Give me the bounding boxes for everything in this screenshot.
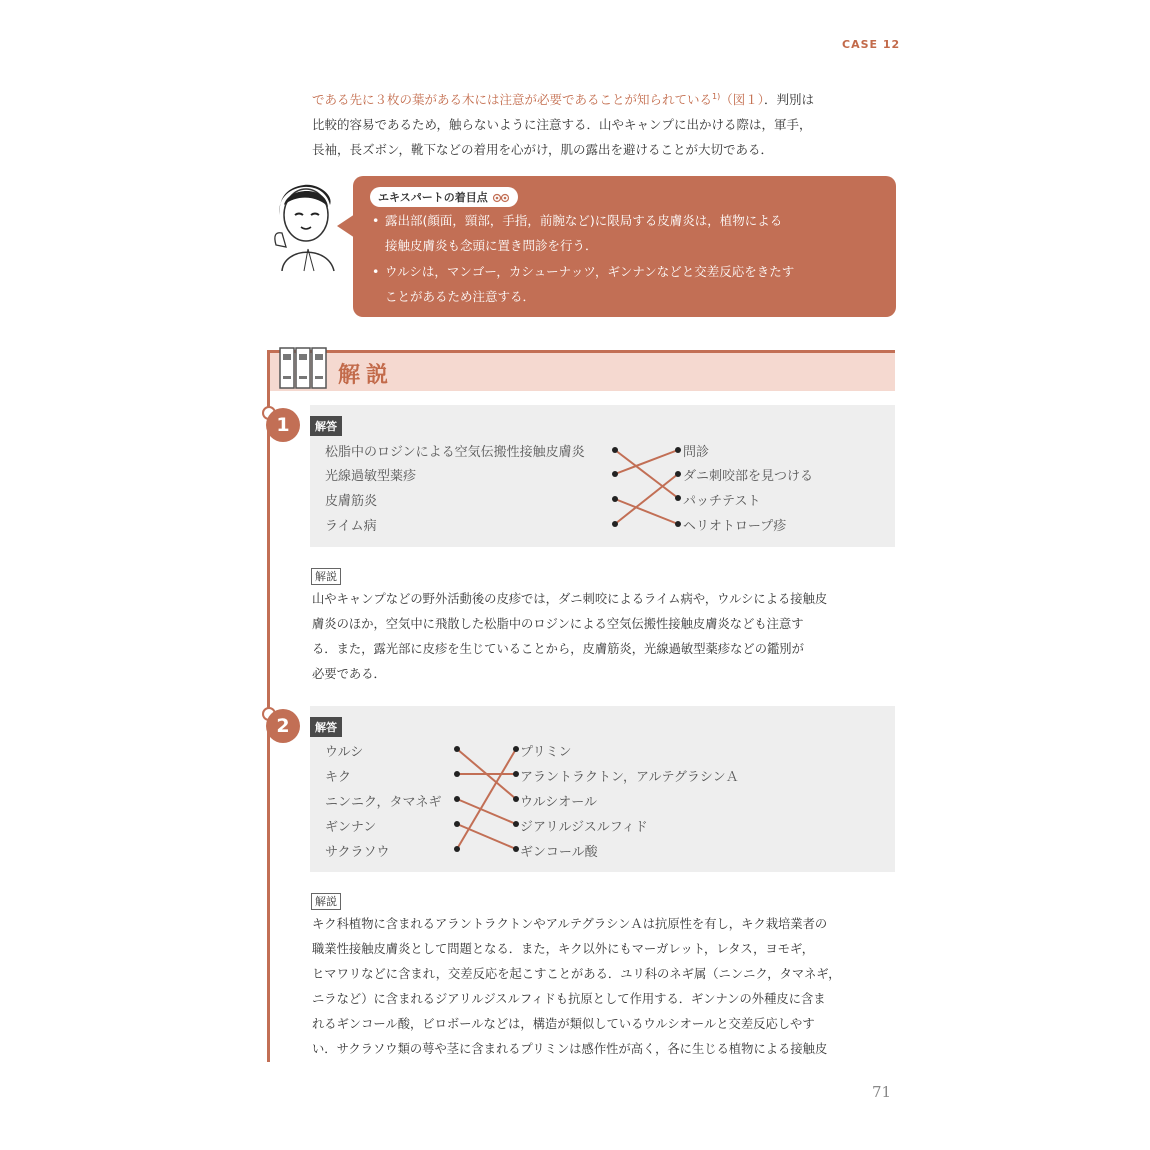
intro-line-2: 比較的容易であるため，触らないように注意する．山やキャンプに出かける際は，軍手， [312, 117, 812, 133]
answer-2-number: 2 [266, 709, 300, 743]
expl-2-line-3: ヒマワリなどに含まれ，交差反応を起こすことがある．ユリ科のネギ属（ニンニク，タマネギ， [312, 967, 841, 981]
answer-2-expl-label: 解説 [311, 893, 341, 910]
expert-item-1-line-2: 接触皮膚炎も念頭に置き問診を行う． [385, 238, 598, 253]
expert-tag [370, 187, 518, 207]
figure-ref: （図１） [720, 92, 764, 108]
match-2-right-5: ギンコール酸 [520, 845, 598, 860]
bullet: • [372, 264, 380, 279]
intro-paragraph [312, 84, 898, 162]
expl-2-line-5: れるギンコール酸，ビロボールなどは，構造が類似しているウルシオールと交差反応しやす [312, 1017, 815, 1031]
match-1-left-2: 光線過敏型薬疹 [325, 469, 417, 484]
expert-item-1 [372, 208, 887, 258]
bullet: • [372, 213, 380, 228]
footnote-ref: 1) [712, 92, 721, 101]
section-top-rule [268, 350, 895, 353]
match-1-left-3: 皮膚筋炎 [325, 494, 378, 509]
answer-2-panel [310, 706, 895, 872]
match-1-right-3: パッチテスト [683, 494, 761, 509]
books-icon [278, 344, 330, 390]
case-label: CASE 12 [842, 38, 901, 51]
match-1-left-1: 松脂中のロジンによる空気伝搬性接触皮膚炎 [325, 445, 585, 460]
intro-highlight: である先に３枚の葉がある木には注意が必要であることが知られている [312, 92, 713, 108]
answer-1-connector-lines [600, 440, 690, 540]
match-2-right-2: アラントラクトン，アルテグラシンＡ [520, 770, 739, 785]
expert-item-2 [372, 259, 887, 309]
expert-tag-label: エキスパートの着目点 [378, 191, 488, 204]
match-2-left-4: ギンナン [325, 820, 377, 835]
expert-item-1-line-1: 露出部(顔面，頸部，手指，前腕など)に限局する皮膚炎は，植物による [385, 213, 783, 228]
intro-line-1-rest: ．判別は [764, 92, 815, 108]
page-number: 71 [872, 1083, 892, 1101]
expl-1-line-1: 山やキャンプなどの野外活動後の皮疹では，ダニ刺咬によるライム病や，ウルシによる接触皮 [312, 592, 828, 606]
match-1-right-1: 問診 [683, 445, 710, 460]
expl-1-line-3: る．また，露光部に皮疹を生じていることから，皮膚筋炎，光線過敏型薬疹などの鑑別が [312, 642, 804, 656]
expl-1-line-4: 必要である． [312, 667, 386, 681]
match-2-left-1: ウルシ [325, 745, 364, 760]
match-2-right-3: ウルシオール [520, 795, 598, 810]
expl-1-line-2: 膚炎のほか，空気中に飛散した松脂中のロジンによる空気伝搬性接触皮膚炎なども注意す [312, 617, 804, 631]
match-1-right-4: ヘリオトロープ疹 [683, 519, 787, 534]
doctor-avatar [268, 175, 348, 275]
expl-2-line-4: ニラなど）に含まれるジアリルジスルフィドも抗原として作用する．ギンナンの外種皮に含ま [312, 992, 826, 1006]
intro-line-3: 長袖，長ズボン，靴下などの着用を心がけ，肌の露出を避けることが大切である． [312, 142, 774, 158]
answer-2-label: 解答 [310, 717, 342, 737]
eyes-icon [492, 193, 510, 203]
match-2-right-4: ジアリルジスルフィド [520, 820, 648, 835]
match-2-left-2: キク [325, 770, 352, 785]
match-2-right-1: プリミン [520, 745, 572, 760]
match-1-left-4: ライム病 [325, 519, 377, 534]
answer-2-explanation [312, 912, 898, 1062]
answer-1-expl-label: 解説 [311, 568, 341, 585]
match-2-left-5: サクラソウ [325, 845, 390, 860]
expl-2-line-2: 職業性接触皮膚炎として問題となる．また，キク以外にもマーガレット，レタス，ヨモギ， [312, 942, 815, 956]
expl-2-line-1: キク科植物に含まれるアラントラクトンやアルテグラシンＡは抗原性を有し，キク栽培業者の [312, 917, 828, 931]
expert-item-2-line-1: ウルシは，マンゴー，カシューナッツ，ギンナンなどと交差反応をきたす [385, 264, 795, 279]
section-side-rule [267, 350, 270, 1062]
expl-2-line-6: い．サクラソウ類の萼や茎に含まれるプリミンは感作性が高く，各に生じる植物による接触皮 [312, 1042, 828, 1056]
answer-2-connector-lines [445, 740, 525, 860]
match-1-right-2: ダニ刺咬部を見つける [683, 469, 814, 484]
answer-1-number: 1 [266, 408, 300, 442]
answer-1-label: 解答 [310, 416, 342, 436]
expert-item-2-line-2: ことがあるため注意する． [385, 289, 536, 304]
intro-line-1 [312, 84, 898, 112]
answer-1-explanation [312, 587, 898, 687]
match-2-left-3: ニンニク，タマネギ [325, 795, 442, 810]
section-title: 解説 [338, 363, 395, 388]
